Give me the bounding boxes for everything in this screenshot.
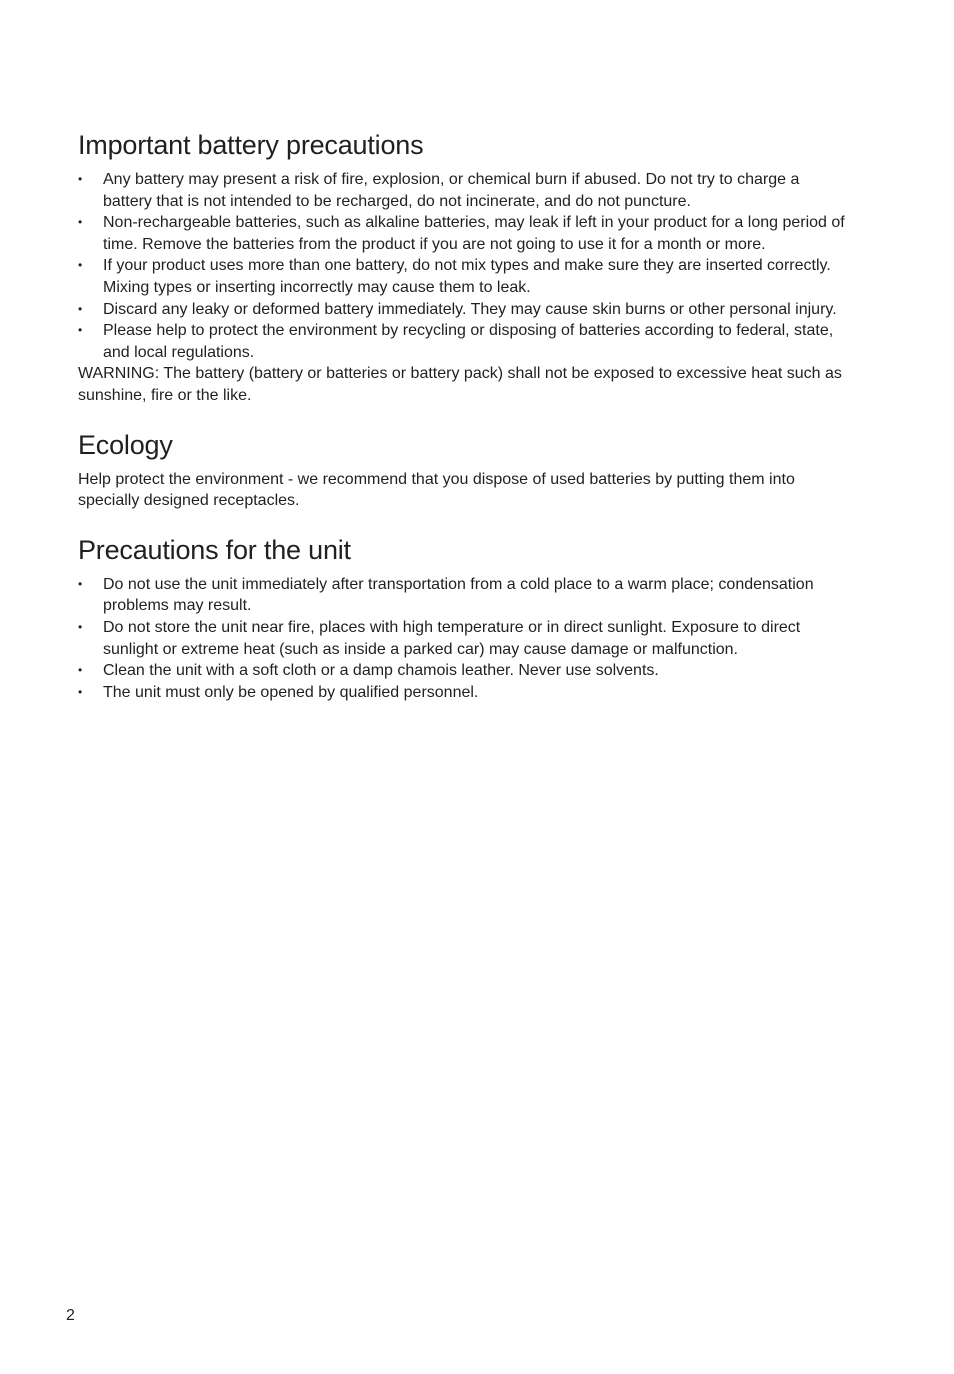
battery-precautions-section: [78, 128, 848, 407]
bullet-icon: •: [78, 619, 83, 634]
bullet-icon: •: [78, 576, 83, 591]
list-item: • Clean the unit with a soft cloth or a damp chamois leather. Never use solvents.: [78, 660, 848, 682]
list-item: • Do not use the unit immediately after transportation from a cold place to a warm place; condensation problems may result.: [78, 575, 814, 615]
bullet-icon: •: [78, 663, 83, 678]
ecology-text: Help protect the environment - we recommend that you dispose of used batteries by putting them into specially designed receptacles.: [78, 470, 795, 510]
battery-precautions-heading: Important battery precautions: [78, 130, 424, 160]
bullet-icon: •: [78, 301, 83, 316]
bullet-icon: •: [78, 258, 83, 273]
list-item: • If your product uses more than one battery, do not mix types and make sure they are inserted correctly. Mixing types or inserting incorrectly may cause them to leak.: [78, 257, 831, 296]
list-item: • The unit must only be opened by qualified personnel.: [78, 682, 848, 704]
bullet-icon: •: [78, 684, 83, 699]
list-item: • Please help to protect the environment by recycling or disposing of batteries according to federal, state, and local regulations.: [78, 322, 834, 361]
ecology-heading: Ecology: [78, 429, 173, 460]
battery-warning-text: WARNING: The battery (battery or batteries or battery pack) shall not be exposed to excessive heat such as sunshine, fire or the like.: [78, 365, 842, 404]
page-content: [78, 128, 848, 724]
battery-precautions-list: [78, 169, 848, 363]
ecology-section: [78, 428, 848, 512]
unit-precautions-section: [78, 533, 848, 704]
list-item: • Any battery may present a risk of fire, explosion, or chemical burn if abused. Do not try to charge a battery that is not intended to be recharged, do not incinerate, and do not puncture.: [78, 171, 800, 210]
bullet-icon: •: [78, 215, 83, 230]
list-item: • Non-rechargeable batteries, such as alkaline batteries, may leak if left in your product for a long period of time. Remove the batteries from the product if you are not going to use it for a month or more.: [78, 214, 845, 253]
bullet-icon: •: [78, 323, 83, 338]
list-item: • Discard any leaky or deformed battery immediately. They may cause skin burns or other personal injury.: [78, 299, 848, 321]
unit-precautions-heading: Precautions for the unit: [78, 534, 351, 565]
bullet-icon: •: [78, 172, 83, 186]
unit-precautions-list: [78, 574, 848, 704]
list-item: • Do not store the unit near fire, places with high temperature or in direct sunlight. Exposure to direct sunlight or extreme heat (such as inside a parked car) may cause damage or malfunction.: [78, 618, 801, 658]
page-number: 2: [66, 1307, 75, 1324]
